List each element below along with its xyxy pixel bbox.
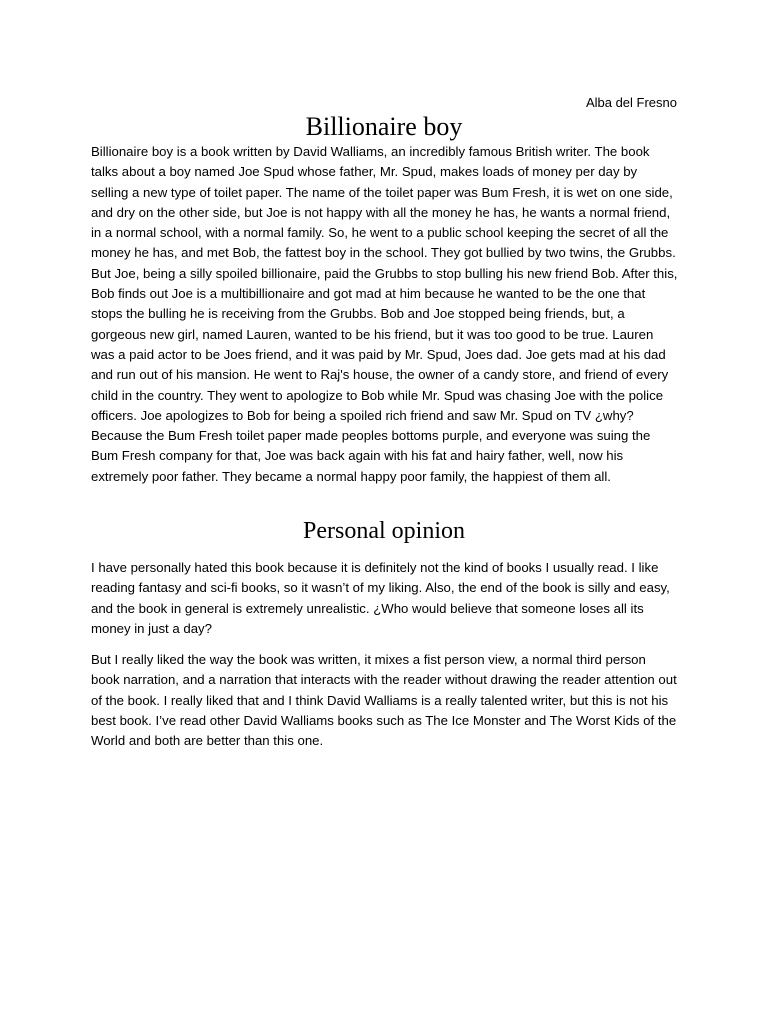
summary-paragraph: Billionaire boy is a book written by David Walliams, an incredibly famous British writer. The book talks about a boy named Joe Spud whose father, Mr. Spud, makes loads of money per day by selling a new type of toilet paper. The name of the toilet paper was Bum Fresh, it is wet on one side, and dry on the other side, but Joe is not happy with all the money he has, he wants a normal friend, in a normal school, with a normal family. So, he went to a public school keeping the secret of all the money he has, and met Bob, the fattest boy in the school. They got bullied by two twins, the Grubbs. But Joe, being a silly spoiled billionaire, paid the Grubbs to stop bulling his new friend Bob. After this, Bob finds out Joe is a multibillionaire and got mad at him because he wanted to be the one that stops the bulling he is receiving from the Grubbs. Bob and Joe stopped being friends, but, a gorgeous new girl, named Lauren, wanted to be his friend, but it was too good to be true. Lauren was a paid actor to be Joes friend, and it was paid by Mr. Spud, Joes dad. Joe gets mad at his dad and run out of his mansion. He went to Raj's house, the owner of a candy store, and friend of every child in the country. They went to apologize to Bob while Mr. Spud was chasing Joe with the police officers. Joe apologizes to Bob for being a spoiled rich friend and saw Mr. Spud on TV ¿why? Because the Bum Fresh toilet paper made peoples bottoms purple, and everyone was suing the Bum Fresh company for that, Joe was back again with his fat and hairy father, well, now his extremely poor father. They became a normal happy poor family, the happiest of them all. <box>91 144 678 484</box>
opinion-paragraph-2: But I really liked the way the book was written, it mixes a fist person view, a normal third person book narration, and a narration that interacts with the reader without drawing the reader attention out of the book. I really liked that and I think David Walliams is a really talented writer, but this is not his best book. I’ve read other David Walliams books such as The Ice Monster and The Worst Kids of the World and both are better than this one. <box>91 652 677 749</box>
page-title: Billionaire boy <box>305 112 463 141</box>
opinion-paragraph-1: I have personally hated this book because it is definitely not the kind of books I usually read. I like reading fantasy and sci-fi books, so it wasn’t of my liking. Also, the end of the book is silly and easy, and the book in general is extremely unrealistic. ¿Who would believe that someone loses all its money in just a day? <box>91 560 670 636</box>
author-name: Alba del Fresno <box>585 95 677 110</box>
section-heading-personal-opinion: Personal opinion <box>303 518 465 544</box>
